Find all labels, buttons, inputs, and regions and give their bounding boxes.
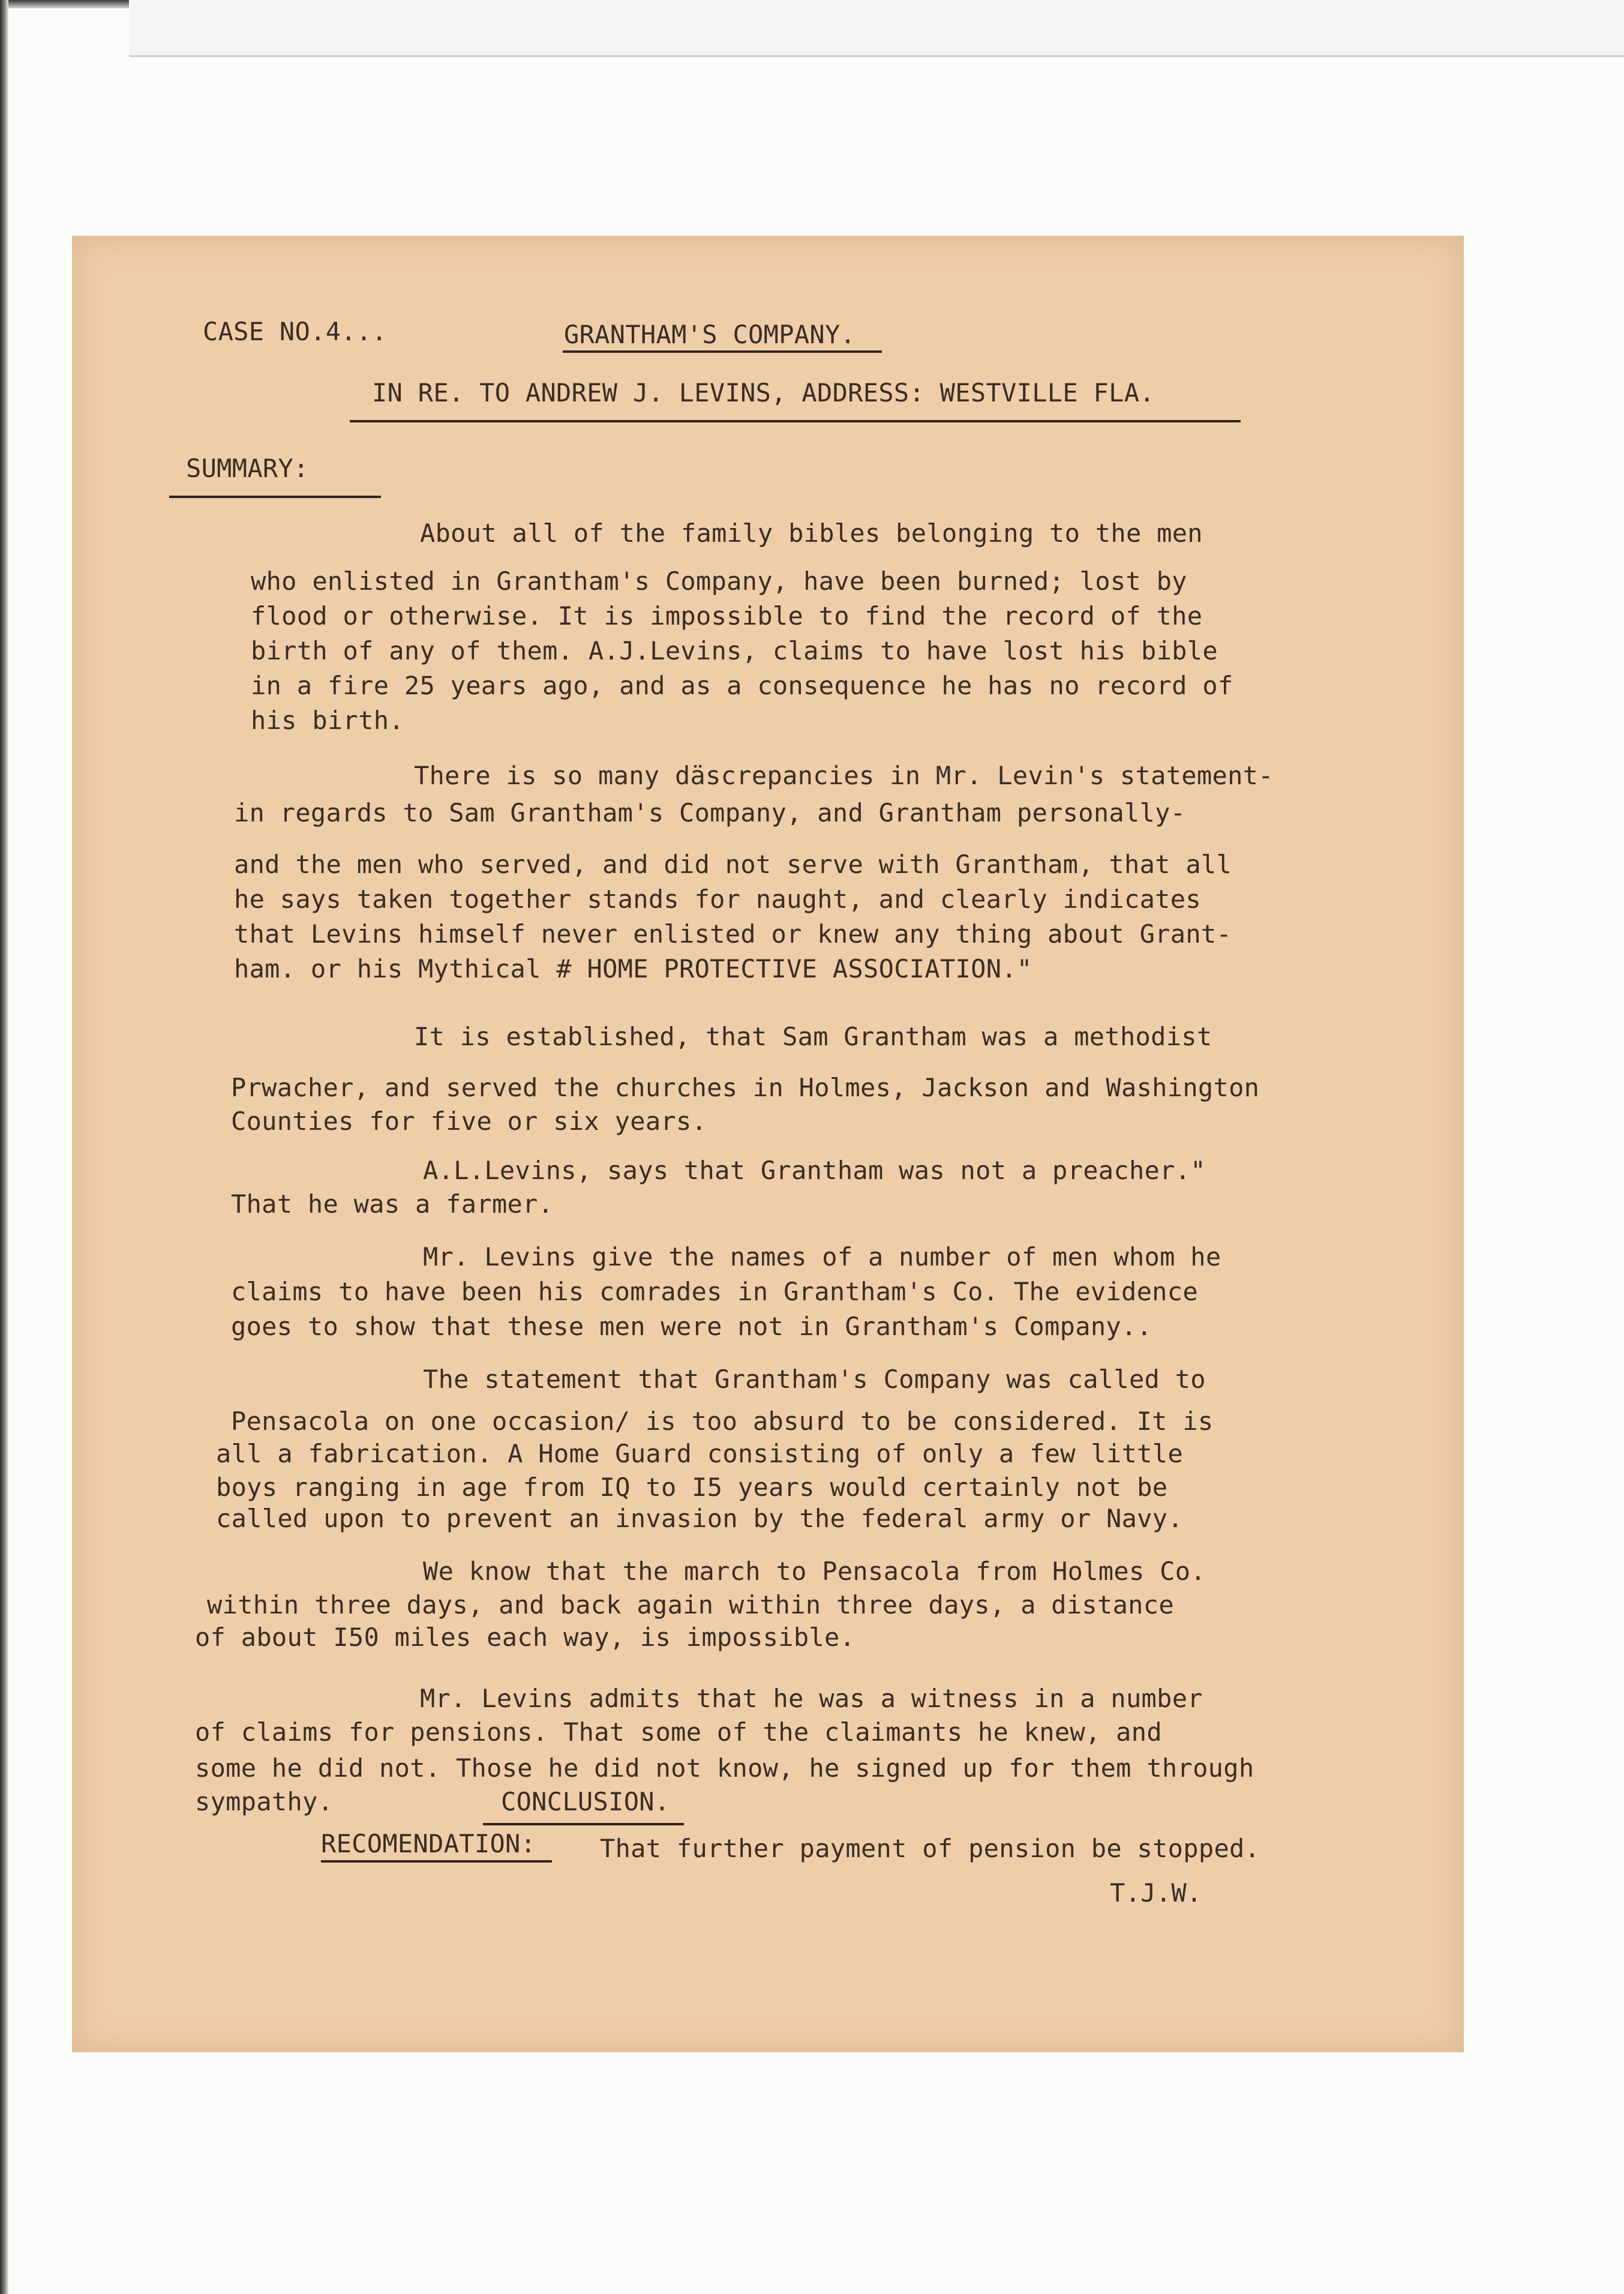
- paragraph-2-line-1: There is so many däscrepancies in Mr. Levin's statement-: [414, 761, 1274, 790]
- paragraph-2-line-2: in regards to Sam Grantham's Company, and Grantham personally-: [234, 798, 1186, 827]
- paragraph-1-line-5: in a fire 25 years ago, and as a consequence he has no record of: [251, 671, 1233, 700]
- conclusion-heading: CONCLUSION.: [501, 1787, 670, 1816]
- paragraph-1-line-4: birth of any of them. A.J.Levins, claims to have lost his bible: [251, 636, 1218, 665]
- paragraph-6-line-3: all a fabrication. A Home Guard consisting of only a few little: [216, 1439, 1183, 1468]
- in-re-underline: [350, 420, 1241, 422]
- company-title: GRANTHAM'S COMPANY.: [564, 320, 856, 349]
- paragraph-2-line-5: that Levins himself never enlisted or knew any thing about Grant-: [234, 919, 1232, 949]
- paragraph-3-line-3: Counties for five or six years.: [231, 1106, 707, 1136]
- paragraph-8-line-4: sympathy.: [195, 1787, 334, 1816]
- paragraph-5-line-1: Mr. Levins give the names of a number of men whom he: [423, 1242, 1221, 1272]
- paragraph-4-line-2: That he was a farmer.: [231, 1189, 554, 1219]
- paragraph-3-line-2: Prwacher, and served the churches in Holmes, Jackson and Washington: [231, 1073, 1260, 1102]
- scan-edge-left: [0, 0, 8, 2294]
- paragraph-6-line-1: The statement that Grantham's Company was called to: [423, 1365, 1206, 1394]
- paragraph-1-line-1: About all of the family bibles belonging to the men: [420, 518, 1203, 548]
- paragraph-5-line-3: goes to show that these men were not in Grantham's Company..: [231, 1312, 1152, 1341]
- paragraph-1-line-3: flood or otherwise. It is impossible to find the record of the: [251, 601, 1203, 631]
- paragraph-2-line-6: ham. or his Mythical # HOME PROTECTIVE ASSOCIATION.": [234, 954, 1032, 983]
- summary-underline: [169, 496, 381, 498]
- paragraph-1-line-6: his birth.: [251, 706, 404, 735]
- paragraph-2-line-4: he says taken together stands for naught, and clearly indicates: [234, 884, 1201, 914]
- case-number: CASE NO.4...: [203, 317, 388, 346]
- conclusion-underline: [483, 1823, 684, 1825]
- paragraph-8-line-1: Mr. Levins admits that he was a witness in a number: [420, 1684, 1203, 1713]
- recommendation-text: That further payment of pension be stopped.: [600, 1834, 1260, 1863]
- company-title-underline: [563, 350, 882, 353]
- paragraph-6-line-5: called upon to prevent an invasion by the federal army or Navy.: [216, 1504, 1183, 1533]
- author-initials: T.J.W.: [1110, 1878, 1202, 1908]
- recommendation-label: RECOMENDATION:: [321, 1829, 536, 1858]
- paragraph-3-line-1: It is established, that Sam Grantham was a methodist: [414, 1022, 1212, 1051]
- paragraph-8-line-3: some he did not. Those he did not know, he signed up for them through: [195, 1753, 1254, 1783]
- paragraph-7-line-3: of about I50 miles each way, is impossible.: [195, 1623, 855, 1652]
- paragraph-7-line-2: within three days, and back again within three days, a distance: [207, 1590, 1174, 1620]
- paragraph-4-line-1: A.L.Levins, says that Grantham was not a preacher.": [423, 1156, 1206, 1185]
- paragraph-2-line-3: and the men who served, and did not serve with Grantham, that all: [234, 850, 1232, 879]
- paragraph-6-line-2: Pensacola on one occasion/ is too absurd to be considered. It is: [231, 1407, 1214, 1436]
- paragraph-1-line-2: who enlisted in Grantham's Company, have been burned; lost by: [251, 566, 1187, 596]
- in-re-line: IN RE. TO ANDREW J. LEVINS, ADDRESS: WESTVILLE FLA.: [372, 378, 1155, 407]
- overlay-strip: [129, 0, 1624, 57]
- recommendation-label-underline: [321, 1860, 552, 1863]
- paragraph-7-line-1: We know that the march to Pensacola from Holmes Co.: [423, 1557, 1206, 1586]
- summary-heading: SUMMARY:: [186, 454, 309, 483]
- paragraph-6-line-4: boys ranging in age from IQ to I5 years would certainly not be: [216, 1473, 1168, 1502]
- paragraph-5-line-2: claims to have been his comrades in Grantham's Co. The evidence: [231, 1277, 1198, 1306]
- paragraph-8-line-2: of claims for pensions. That some of the claimants he knew, and: [195, 1717, 1162, 1747]
